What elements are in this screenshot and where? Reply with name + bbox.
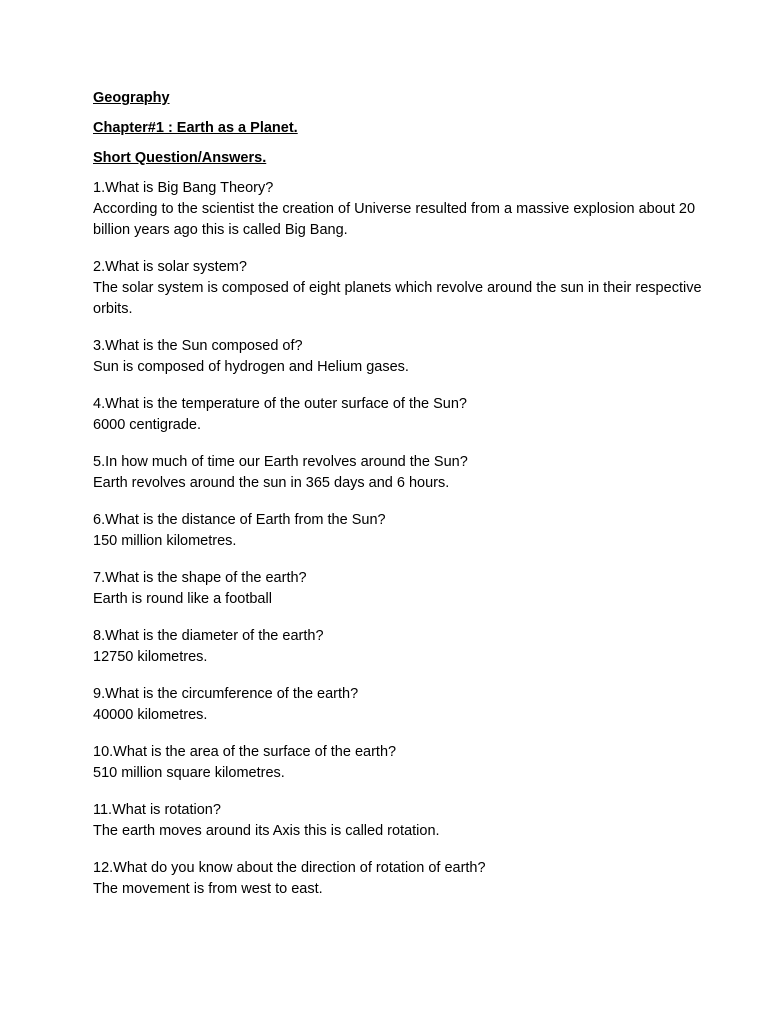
question-text: 4.What is the temperature of the outer surface of the Sun? bbox=[93, 396, 467, 412]
answer-text: 40000 kilometres. bbox=[93, 707, 208, 723]
answer-text: The solar system is composed of eight planets which revolve around the sun in their respective orbits. bbox=[93, 280, 702, 317]
answer-text: Earth revolves around the sun in 365 days and 6 hours. bbox=[93, 475, 450, 491]
question-text: 9.What is the circumference of the earth? bbox=[93, 686, 359, 702]
qa-item-1 bbox=[93, 178, 713, 241]
question-text: 2.What is solar system? bbox=[93, 259, 247, 275]
question-text: 11.What is rotation? bbox=[93, 802, 221, 818]
qa-item-9 bbox=[93, 684, 713, 726]
qa-item-6 bbox=[93, 510, 713, 552]
answer-text: 6000 centigrade. bbox=[93, 417, 202, 433]
question-text: 1.What is Big Bang Theory? bbox=[93, 180, 274, 196]
answer-text: 510 million square kilometres. bbox=[93, 765, 285, 781]
qa-item-3 bbox=[93, 336, 713, 378]
answer-text: The movement is from west to east. bbox=[93, 881, 323, 897]
question-text: 10.What is the area of the surface of the earth? bbox=[93, 744, 397, 760]
answer-text: Sun is composed of hydrogen and Helium gases. bbox=[93, 359, 409, 375]
question-text: 5.In how much of time our Earth revolves around the Sun? bbox=[93, 454, 468, 470]
question-text: 8.What is the diameter of the earth? bbox=[93, 628, 324, 644]
question-text: 12.What do you know about the direction of rotation of earth? bbox=[93, 860, 486, 876]
answer-text: The earth moves around its Axis this is called rotation. bbox=[93, 823, 440, 839]
qa-item-4 bbox=[93, 394, 713, 436]
answer-text: 12750 kilometres. bbox=[93, 649, 208, 665]
chapter-heading: Chapter#1 : Earth as a Planet. bbox=[93, 120, 298, 136]
section-heading: Short Question/Answers. bbox=[93, 150, 267, 166]
document-page bbox=[93, 88, 713, 916]
qa-item-2 bbox=[93, 257, 713, 320]
qa-item-12 bbox=[93, 858, 713, 900]
qa-item-11 bbox=[93, 800, 713, 842]
subject-heading: Geography bbox=[93, 90, 170, 106]
question-text: 6.What is the distance of Earth from the Sun? bbox=[93, 512, 386, 528]
qa-item-10 bbox=[93, 742, 713, 784]
question-text: 3.What is the Sun composed of? bbox=[93, 338, 303, 354]
answer-text: Earth is round like a football bbox=[93, 591, 272, 607]
answer-text: 150 million kilometres. bbox=[93, 533, 237, 549]
qa-item-7 bbox=[93, 568, 713, 610]
qa-item-8 bbox=[93, 626, 713, 668]
qa-item-5 bbox=[93, 452, 713, 494]
answer-text: According to the scientist the creation of Universe resulted from a massive explosion about 20 billion years ago this is called Big Bang. bbox=[93, 201, 696, 238]
question-text: 7.What is the shape of the earth? bbox=[93, 570, 307, 586]
